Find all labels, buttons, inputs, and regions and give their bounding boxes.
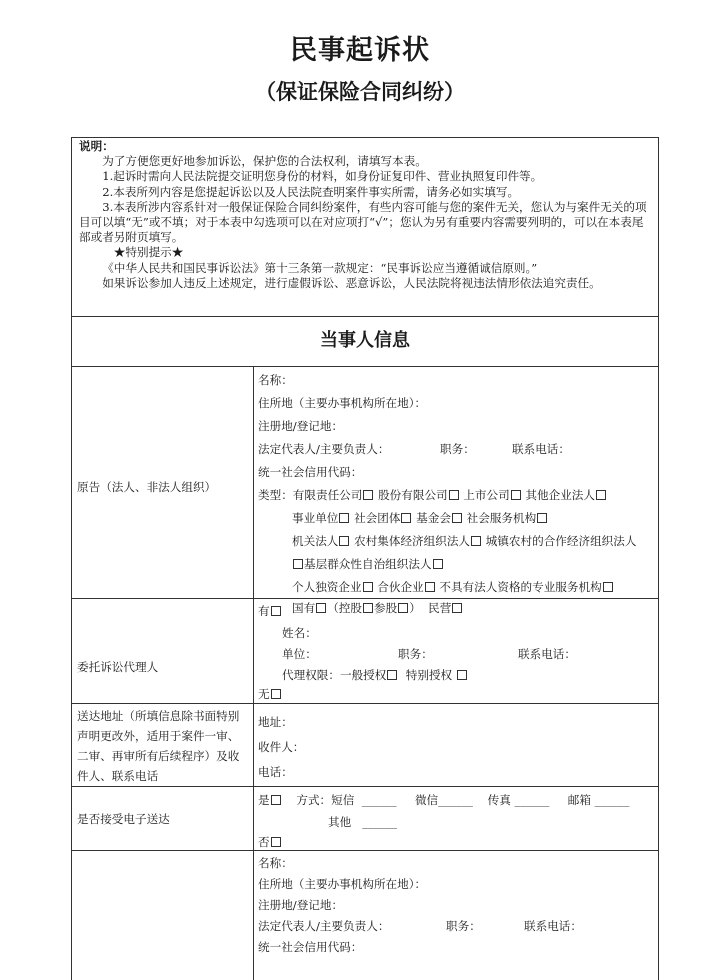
checkbox[interactable] [363, 582, 373, 592]
electronic-email: 邮箱 [567, 793, 591, 807]
party2-phone-field[interactable]: 联系电话： [524, 919, 582, 933]
checkbox[interactable] [339, 513, 349, 523]
agent-yes-option [258, 603, 282, 619]
checkbox[interactable] [271, 606, 281, 616]
party2-credit-code-field[interactable]: 统一社会信用代码： [258, 940, 363, 954]
electronic-other-row: 其他 ______ [328, 815, 398, 829]
plaintiff-label: 原告（法人、非法人组织） [77, 480, 217, 494]
instructions-item-2: 2.本表所列内容是您提起诉讼以及人民法院查明案件事实所需，请务必如实填写。 [102, 184, 520, 199]
delivery-address-field[interactable]: 地址： [258, 715, 293, 729]
party2-rep-field[interactable]: 法定代表人/主要负责人： [258, 919, 390, 933]
type-option: 农村集体经济组织法人 [354, 534, 471, 548]
agent-authority-row [282, 667, 468, 683]
instructions-heading: 说明： [79, 139, 114, 153]
agent-yes-text: 有 [258, 604, 270, 618]
type-option: 机关法人 [292, 534, 339, 548]
type-option: 事业单位 [292, 511, 339, 525]
legal-warning: 如果诉讼参加人违反上述规定，进行虚假诉讼、恶意诉讼，人民法院将视违法情形依法追究责任。 [102, 275, 601, 290]
electronic-no-text: 否 [258, 835, 270, 849]
agent-no-text: 无 [258, 687, 270, 701]
column-divider [253, 367, 254, 980]
checkbox[interactable] [271, 795, 281, 805]
agent-no-option [258, 686, 282, 702]
plaintiff-phone-field[interactable]: 联系电话： [512, 442, 570, 456]
type-option: 个人独资企业 [292, 580, 362, 594]
checkbox[interactable] [452, 603, 462, 613]
checkbox[interactable] [471, 536, 481, 546]
section-title-parties: 当事人信息 [71, 317, 659, 367]
instructions-item-3: 3.本表所涉内容系针对一般保证保险合同纠纷案件，有些内容可能与您的案件无关，您认为与案件无关的项目可以填“无”或不填；对于本表中勾选项可以在对应项打“√”；您认为另有重要内容需要列明的，可以在本表尾部或者另附页填写。 [79, 199, 647, 245]
instructions-intro: 为了方便您更好地参加诉讼，保护您的合法权利，请填写本表。 [102, 154, 427, 169]
type-option: 股份有限公司 [378, 488, 448, 502]
agent-name-field[interactable]: 姓名： [282, 626, 317, 640]
instructions-block [71, 137, 659, 317]
checkbox[interactable] [457, 670, 467, 680]
law-quote: 《中华人民共和国民事诉讼法》第十三条第一款规定：“民事诉讼应当遵循诚信原则。” [102, 260, 538, 275]
delivery-phone-field[interactable]: 电话： [258, 765, 293, 779]
checkbox[interactable] [511, 490, 521, 500]
electronic-no-option [258, 834, 282, 850]
electronic-fax: 传真 [487, 793, 511, 807]
electronic-yes-text: 是 [258, 793, 270, 807]
plaintiff-type-row-4 [292, 556, 444, 572]
checkbox[interactable] [425, 582, 435, 592]
party2-registry-field[interactable]: 注册地/登记地： [258, 898, 344, 912]
checkbox[interactable] [387, 670, 397, 680]
checkbox[interactable] [452, 513, 462, 523]
ownership-option: 国有 [292, 601, 316, 615]
agent-unit-field[interactable]: 单位： [282, 647, 317, 661]
agent-position-field[interactable]: 职务： [398, 647, 433, 661]
special-notice-heading: ★特别提示★ [113, 245, 184, 260]
plaintiff-registry-field[interactable]: 注册地/登记地： [258, 419, 344, 433]
type-option: 社会团体 [354, 511, 401, 525]
party2-name-field[interactable]: 名称： [258, 856, 293, 870]
checkbox[interactable] [271, 689, 281, 699]
agent-label: 委托诉讼代理人 [77, 660, 159, 674]
row-divider [71, 703, 659, 704]
checkbox[interactable] [596, 490, 606, 500]
electronic-yes-row: 是 方式：短信 ______ 微信______ 传真 ______ 邮箱 ______ [258, 793, 630, 807]
party2-position-field[interactable]: 职务： [446, 919, 481, 933]
type-option: 基层群众性自治组织法人 [304, 557, 432, 571]
checkbox[interactable] [433, 559, 443, 569]
agent-phone-field[interactable]: 联系电话： [518, 647, 576, 661]
authority-special: 特别授权 [405, 668, 453, 682]
row-divider [71, 786, 659, 787]
electronic-sms: 方式：短信 [296, 793, 355, 807]
row-divider [71, 850, 659, 851]
plaintiff-credit-code-field[interactable]: 统一社会信用代码： [258, 465, 363, 479]
checkbox[interactable] [401, 513, 411, 523]
plaintiff-name-field[interactable]: 名称： [258, 373, 293, 387]
plaintiff-rep-field[interactable]: 法定代表人/主要负责人： [258, 442, 390, 456]
plaintiff-position-field[interactable]: 职务： [440, 442, 475, 456]
electronic-label: 是否接受电子送达 [77, 812, 170, 826]
plaintiff-type-row-2 [292, 510, 548, 526]
checkbox[interactable] [449, 490, 459, 500]
checkbox[interactable] [398, 603, 408, 613]
row-divider [71, 598, 659, 599]
authority-label: 代理权限： [282, 668, 340, 682]
plaintiff-type-row-1 [258, 487, 607, 503]
checkbox[interactable] [293, 559, 303, 569]
ownership-option: （控股 [327, 601, 362, 615]
type-option: 有限责任公司 [292, 488, 363, 502]
type-option: 合伙企业 [377, 580, 424, 594]
authority-general: 一般授权 [339, 668, 387, 682]
checkbox[interactable] [363, 603, 373, 613]
type-option: 基金会 [416, 511, 451, 525]
type-label: 类型： [258, 488, 293, 502]
type-option: 其他企业法人 [525, 488, 595, 502]
type-option: 上市公司 [463, 488, 510, 502]
type-option: 城镇农村的合作经济组织法人 [485, 534, 637, 548]
plaintiff-type-row-5 [292, 579, 614, 595]
ownership-option: 民营 [428, 601, 452, 615]
delivery-receiver-field[interactable]: 收件人： [258, 740, 305, 754]
delivery-label: 送达地址（所填信息除书面特别声明更改外，适用于案件一审、二审、再审所有后续程序）及收件人、联系电话 [77, 709, 240, 783]
page-subtitle: （保证保险合同纠纷） [255, 79, 465, 104]
checkbox[interactable] [271, 837, 281, 847]
party2-residence-field[interactable]: 住所地（主要办事机构所在地）： [258, 877, 427, 891]
type-option: 社会服务机构 [466, 511, 537, 525]
checkbox[interactable] [316, 603, 326, 613]
checkbox[interactable] [363, 490, 373, 500]
electronic-wechat: 微信 [414, 793, 439, 807]
ownership-option: 参股 [374, 601, 398, 615]
plaintiff-type-row-3 [292, 533, 636, 549]
instructions-item-1: 1.起诉时需向人民法院提交证明您身份的材料，如身份证复印件、营业执照复印件等。 [102, 169, 543, 184]
plaintiff-residence-field[interactable]: 住所地（主要办事机构所在地）： [258, 396, 427, 410]
page-title: 民事起诉状 [290, 35, 430, 66]
electronic-other: 其他 [328, 815, 352, 829]
plaintiff-ownership-row: 国有 （控股 参股 ） 民营 [292, 600, 463, 616]
checkbox[interactable] [339, 536, 349, 546]
checkbox[interactable] [537, 513, 547, 523]
checkbox[interactable] [603, 582, 613, 592]
type-option: 不具有法人资格的专业服务机构 [439, 580, 602, 594]
